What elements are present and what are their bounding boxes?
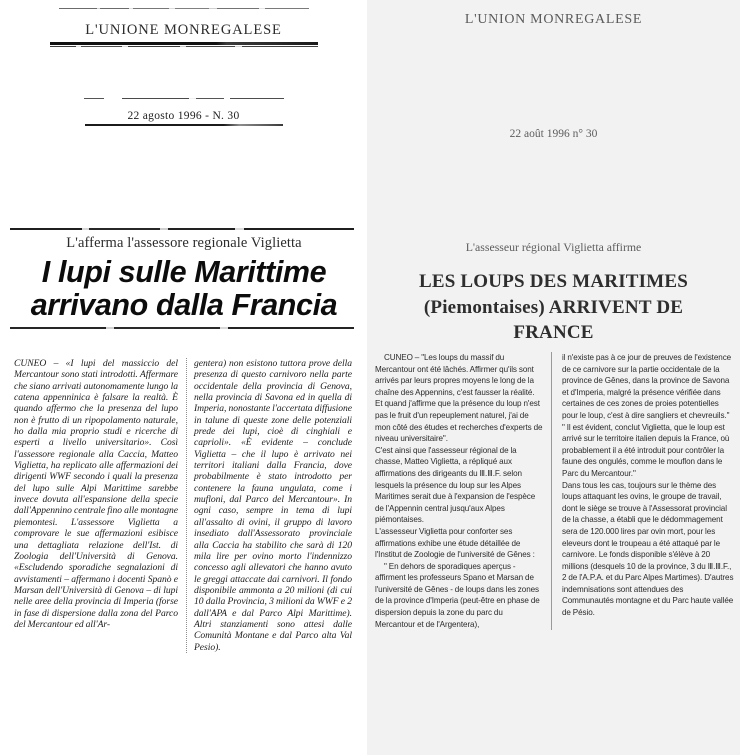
masthead-bottom-rule-secondary (50, 46, 318, 47)
french-headline-line-1: LES LOUPS DES MARITIMES (418, 271, 689, 292)
italian-article-header (10, 228, 358, 329)
dateline-bottom-rule (85, 124, 283, 126)
french-headline-line-3: FRANCE (513, 322, 594, 344)
masthead-top-rule (59, 8, 309, 9)
french-kicker: L'assesseur régional Viglietta affirme (465, 240, 642, 254)
italian-headline-line-1: I lupi sulle Marittime (41, 254, 327, 289)
italian-body-column-2: gentera) non esistono tuttora prove della presenza di questo carnivoro nella parte occidentale della provincia di Genova, nella provincia di Savona ed in quella di Imperia, nonostante l'accertata diffusione in talune di queste zone delle potenziali prede dei lupi, cioè di cinghiali e caprioli». «È evidente – conclude Viglietta – che il lupo è arrivato nei territori italiani dalla Francia, dove probabilmente è stato introdotto per contenere la fauna ungulata, come i mufloni, dal Parco del Mercantour». In ogni caso, sempre in tema di lupi all'assalto di ovini, il gruppo di lavoro insediato dall'Assessorato provinciale alla Caccia ha stabilito che sarà di 120 mila lire per ovino morto l'indennizzo concesso agli allevatori che hanno avuto le greggi attaccate dai carnivori. Il fondo disponibile ammonta a 20 milioni (di cui 10 dalla Provincia, 3 milioni da WWF e 2 dall'APA e dal Parco Alpi Marittime). Altri stanziamenti sono attesi dalle Comunità Montane e dal Parco alta Val Pesio). (186, 358, 352, 653)
french-masthead-title: L'UNION MONREGALESE (464, 12, 643, 27)
french-paragraph: " Il est évident, conclut Viglietta, que le loup est arrivé sur le territoire italien depuis la France, où probablement il a été introduit pour contrôler la faune des ongulés, comme le mouflon dans le Parc du Mercantour." (562, 422, 730, 478)
italian-kicker: L'afferma l'assessore regionale Viglietta (66, 234, 302, 251)
italian-masthead-title: L'UNIONE MONREGALESE (85, 22, 282, 38)
french-paragraph: C'est ainsi que l'assesseur régional de la chasse, Matteo Viglietta, a répliqué aux affirmations des dirigeants du Ⅲ.Ⅲ.F. selon lesquels la présence du loup sur les Alpes Maritimes serait due à l'expansion de l'espèce de l'Appennin central jusqu'aux Alpes piémontaises. (375, 445, 536, 525)
headline-bottom-rule (10, 327, 354, 328)
italian-body-column-1: CUNEO – «I lupi del massiccio del Mercantour sono stati introdotti. Affermare che siano arrivati autonomamente lungo la catena appenninica è falsare la realtà. È quando affermo che la presenza del lupo non è frutto di un ripopolamento naturale, ho dalla mia proprio studi e ricerche di esperti a livello universitario». Così l'assessore regionale alla Caccia, Matteo Viglietta, ha replicato alle affermazioni dei dirigenti WWF secondo i quali la presenza del lupo sulle Alpi Marittime sarebbe invece dovuta all'espansione della specie dall'Appennino centrale fino alle montagne piemontesi. L'assessore Viglietta a comprovare le sue affermazioni esibisce una dettagliata relazione dell'Ist. di Zoologia dell'Università di Genova. «Escludendo sporadiche segnalazioni di avvistamenti – affermano i docenti Spanò e Marsan dell'Università di Genova – di lupi nelle aree della provincia di Imperia (forse in fase di dispersione dalla zona del Parco del Mercantour ed all'Ar- (14, 358, 178, 630)
italian-clipping-panel (0, 0, 367, 755)
headline-top-rule (10, 228, 354, 230)
italian-masthead-block (0, 8, 367, 47)
french-headline (389, 269, 718, 346)
french-paragraph: il n'existe pas à ce jour de preuves de l'existence de ce carnivore sur la partie occidentale de la province de Gênes, dans la province de Savona et d'Imperia, malgré la présence vérifiée dans certaines de ces zones de proies potentielles pour le loup, c'est à dire sangliers et chevreuils." (562, 353, 732, 420)
french-body-column-2 (562, 352, 734, 630)
french-dateline: 22 août 1996 n° 30 (509, 128, 598, 140)
french-body-columns (375, 352, 735, 630)
french-paragraph: CUNEO – "Les loups du massif du Mercantour ont été lâchés. Affirmer qu'ils sont arrivés par leurs propres moyens le long de la chaîne des Appennins, c'est fausser la réalité. Et quand j'affirme que la présence du loup n'est pas le fruit d'un repeuplement naturel, j'ai de mon côté des études et recherches d'experts de niveau universitaire". (375, 353, 543, 444)
dateline-top-rule (84, 98, 284, 99)
masthead-bottom-rule (50, 42, 318, 45)
italian-headline (10, 256, 358, 322)
french-translation-panel (367, 0, 740, 755)
french-paragraph: L'assesseur Viglietta pour conforter ses affirmations exhibe une étude détaillée de l'Institut de Zoologie de l'université de Gênes : (375, 526, 535, 560)
french-paragraph: Dans tous les cas, toujours sur le thème des loups attaquant les ovins, le groupe de travail, dont le siège se trouve à l'Assessorat provincial de la chasse, a établi que le dédommagement sera de 120.000 lires par ovin mort, pour les eleveurs dont le troupeau a été attaqué par le carnivore. Le fonds disponible s'élève à 20 millions (desquels 10 de la province, 3 du Ⅲ.Ⅲ.F., 2 de l'A.P.A. et du Parc Alpes Martimes). D'autres indemnisations sont attendues des Communautés montagne et du Parc haute vallée de Pésio. (562, 480, 734, 618)
french-headline-line-2: (Piemontaises) ARRIVENT DE (423, 296, 684, 318)
italian-headline-line-2: arrivano dalla Francia (30, 287, 338, 322)
italian-dateline: 22 agosto 1996 - N. 30 (127, 110, 240, 122)
french-body-column-1 (375, 352, 552, 630)
italian-body-columns (14, 358, 354, 653)
italian-dateline-block (0, 98, 367, 126)
french-paragraph: " En dehors de sporadiques aperçus - affirment les professeurs Spano et Marsan de l'université de Gênes - de loups dans les zones de la province d'Imperia (peut-être en phase de dispersion depuis la zone du parc du Mercantour et de l'Argentera), (375, 561, 540, 629)
